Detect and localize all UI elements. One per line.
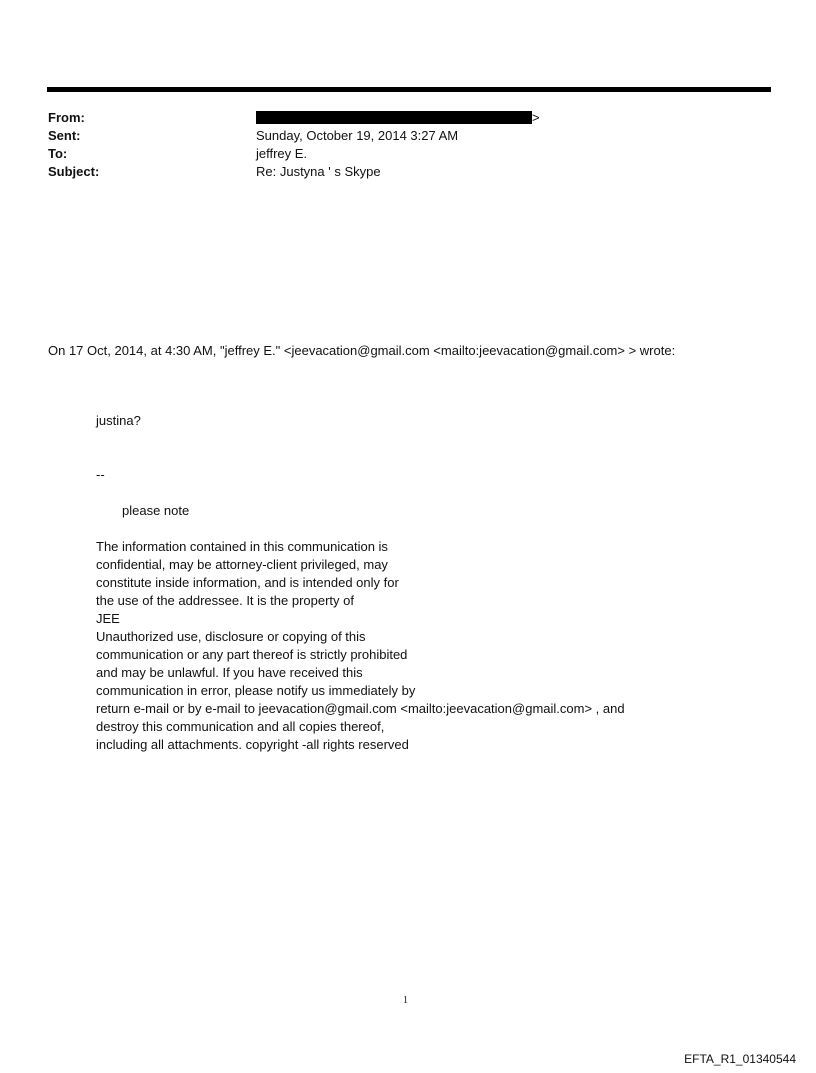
from-label: From: bbox=[48, 110, 85, 125]
header-divider bbox=[47, 87, 771, 92]
body-greeting: justina? bbox=[96, 413, 141, 428]
to-value: jeffrey E. bbox=[256, 146, 308, 161]
disclaimer-line: including all attachments. copyright -all rights reserved bbox=[96, 737, 409, 752]
sent-label: Sent: bbox=[48, 128, 81, 143]
signature-separator: -- bbox=[96, 467, 105, 482]
sent-row bbox=[48, 127, 540, 145]
bates-number: EFTA_R1_01340544 bbox=[684, 1052, 796, 1066]
sent-value: Sunday, October 19, 2014 3:27 AM bbox=[256, 128, 459, 143]
page-number: 1 bbox=[403, 995, 408, 1006]
disclaimer-line: destroy this communication and all copies thereof, bbox=[96, 719, 385, 734]
disclaimer-line: communication or any part thereof is strictly prohibited bbox=[96, 647, 408, 662]
to-row bbox=[48, 145, 540, 163]
from-value bbox=[256, 109, 540, 127]
disclaimer-line: constitute inside information, and is intended only for bbox=[96, 575, 399, 590]
subject-value: Re: Justyna ' s Skype bbox=[256, 164, 381, 179]
subject-label: Subject: bbox=[48, 164, 100, 179]
quoted-intro-line: On 17 Oct, 2014, at 4:30 AM, "jeffrey E." <jeevacation@gmail.com <mailto:jeevacation@gmail.com> > wrote: bbox=[48, 343, 676, 358]
disclaimer-line: communication in error, please notify us immediately by bbox=[96, 683, 416, 698]
disclaimer-block bbox=[96, 538, 625, 754]
disclaimer-line: and may be unlawful. If you have received this bbox=[96, 665, 363, 680]
disclaimer-line: Unauthorized use, disclosure or copying of this bbox=[96, 629, 366, 644]
from-row bbox=[48, 109, 540, 127]
disclaimer-line: return e-mail or by e-mail to jeevacation@gmail.com <mailto:jeevacation@gmail.com> , and bbox=[96, 701, 625, 716]
subject-row bbox=[48, 163, 540, 181]
to-label: To: bbox=[48, 146, 68, 161]
disclaimer-line: the use of the addressee. It is the property of bbox=[96, 593, 354, 608]
from-suffix: > bbox=[532, 110, 540, 125]
disclaimer-line: confidential, may be attorney-client privileged, may bbox=[96, 557, 388, 572]
email-header bbox=[48, 109, 540, 181]
disclaimer-line: JEE bbox=[96, 611, 120, 626]
please-note: please note bbox=[122, 503, 190, 518]
redaction-box bbox=[256, 111, 532, 124]
disclaimer-line: The information contained in this communication is bbox=[96, 539, 388, 554]
